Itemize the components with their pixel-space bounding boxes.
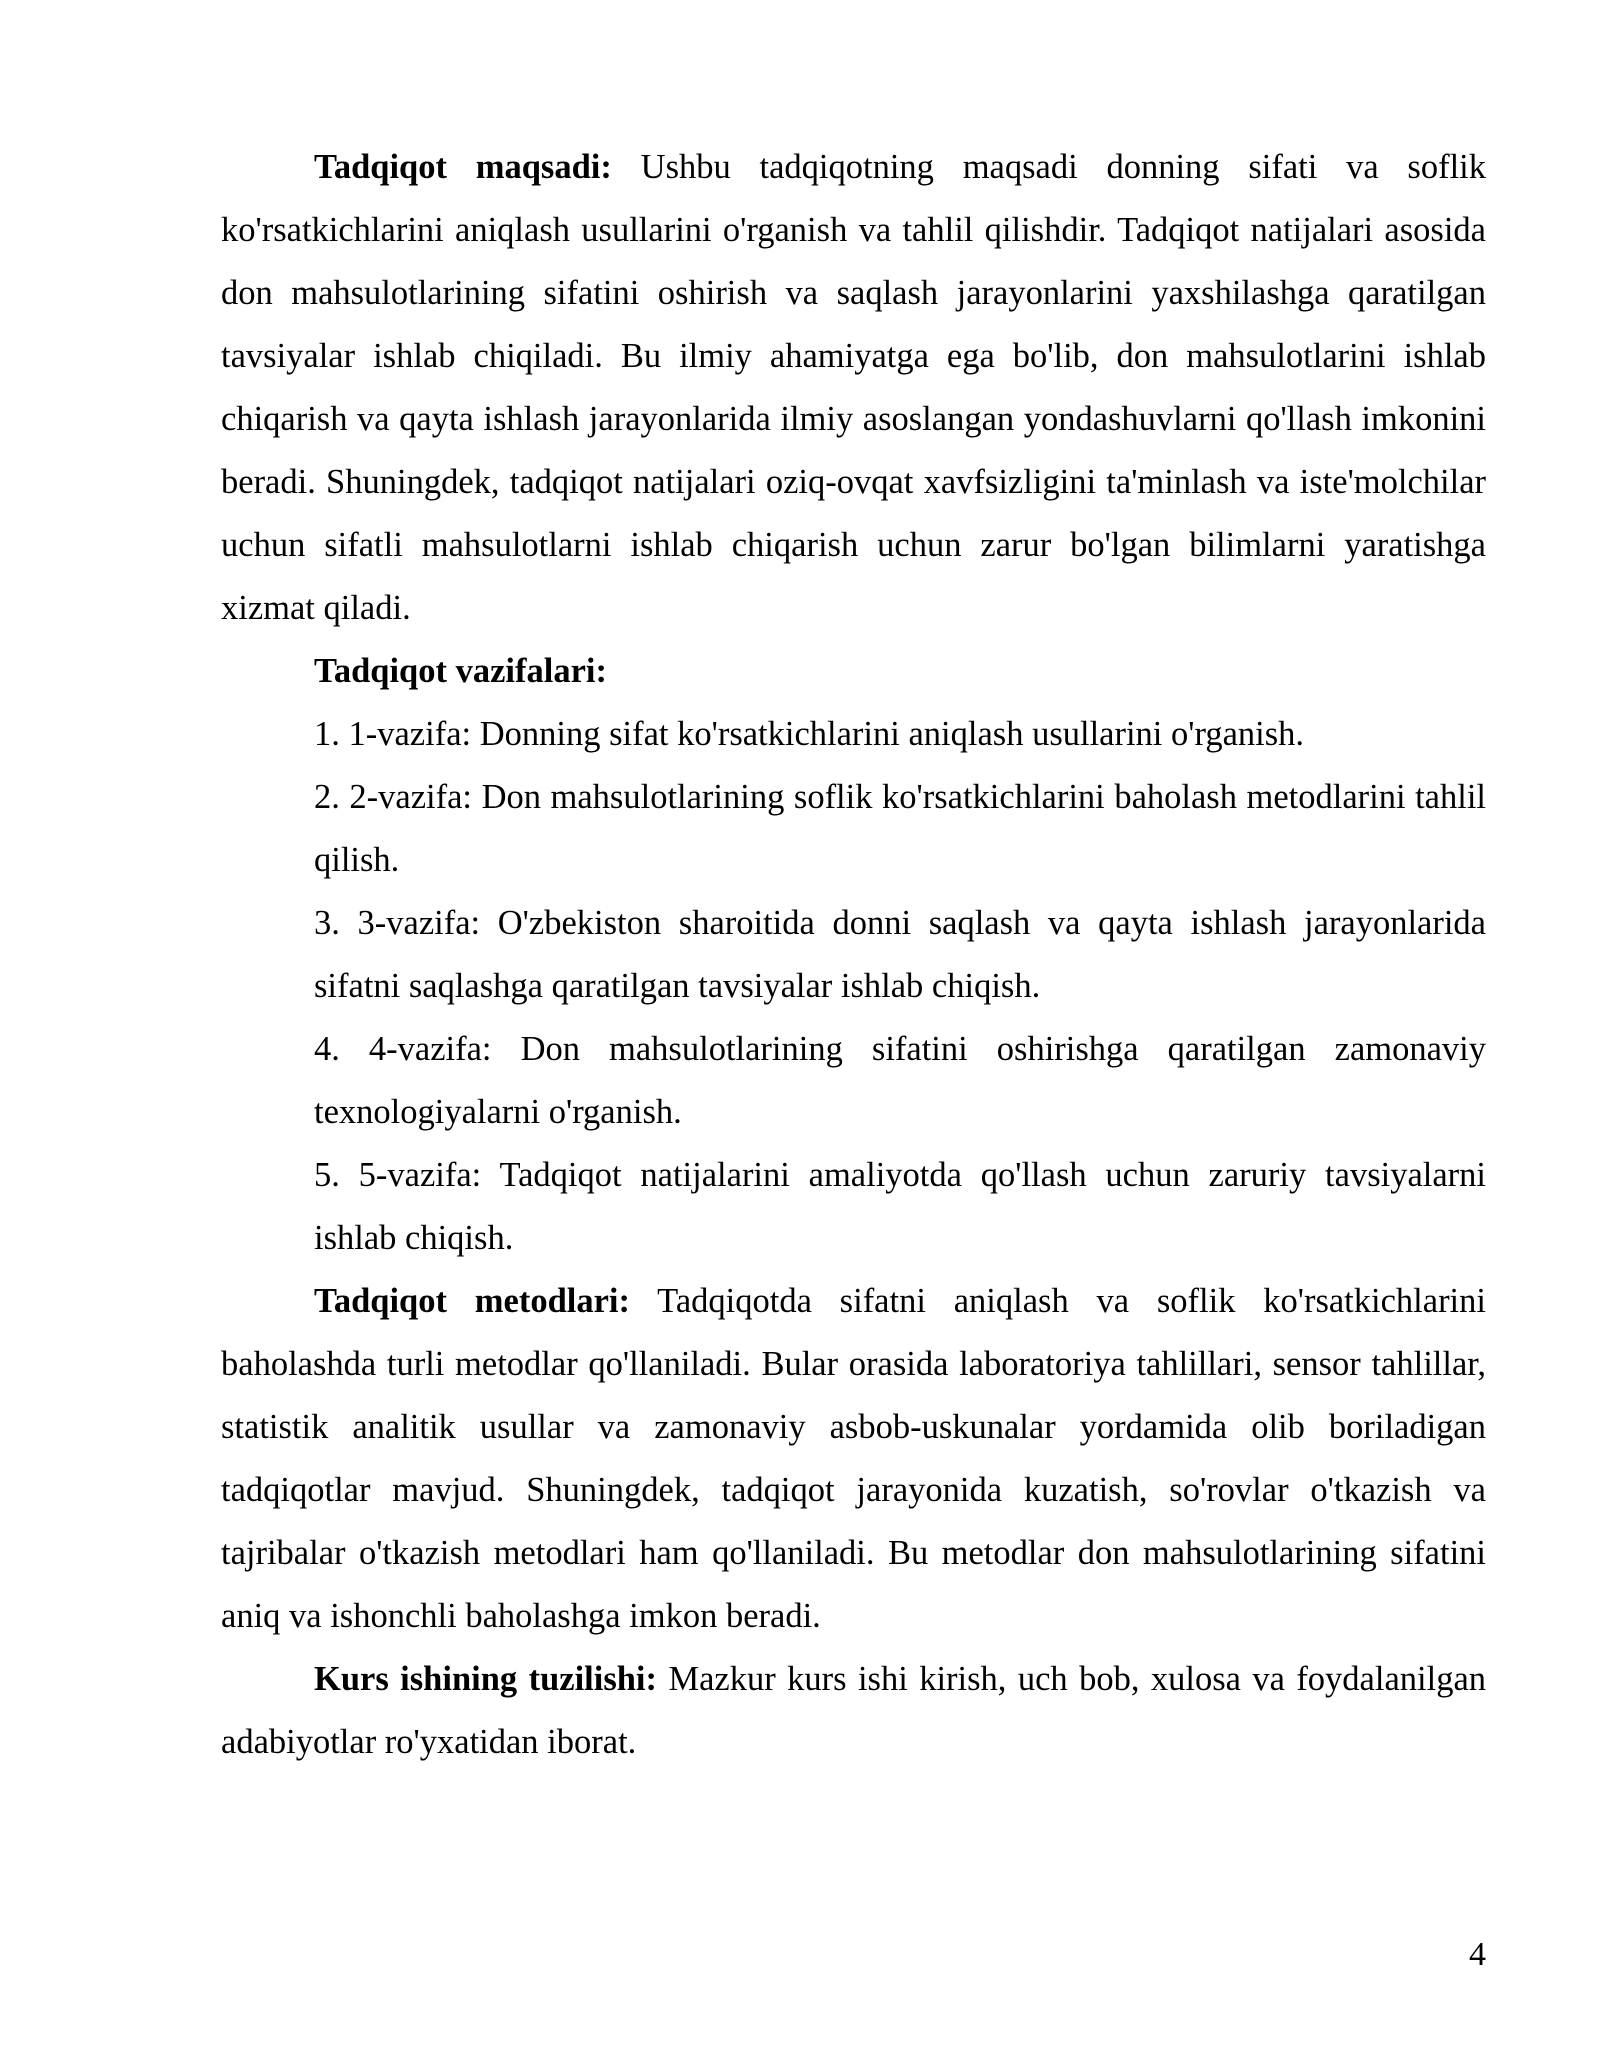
list-item: 5. 5-vazifa: Tadqiqot natijalarini amaliyotda qo'llash uchun zaruriy tavsiyalarni ishlab chiqish. xyxy=(314,1156,1486,1257)
text-research-methods: Tadqiqotda sifatni aniqlash va soflik ko'rsatkichlarini baholashda turli metodlar qo'llaniladi. Bular orasida laboratoriya tahlillari, sensor tahlillar, statistik analitik usullar va zamonaviy asbob-uskunalar yordamida olib boriladigan tadqiqotlar mavjud. Shuningdek, tadqiqot jarayonida kuzatish, so'rovlar o'tkazish va tajribalar o'tkazish metodlari ham qo'llaniladi. Bu metodlar don mahsulotlarining sifatini aniq va ishonchli baholashga imkon beradi. xyxy=(221,1282,1486,1635)
list-item: 4. 4-vazifa: Don mahsulotlarining sifatini oshirishga qaratilgan zamonaviy texnologiyalarni o'rganish. xyxy=(314,1030,1486,1131)
list-item: 1. 1-vazifa: Donning sifat ko'rsatkichlarini aniqlash usullarini o'rganish. xyxy=(314,715,1305,753)
heading-research-methods: Tadqiqot metodlari: xyxy=(314,1282,630,1320)
paragraph-research-tasks xyxy=(221,640,1486,703)
text-course-structure: Mazkur kurs ishi kirish, uch bob, xulosa va foydalanilgan adabiyotlar ro'yxatidan iborat. xyxy=(221,1660,1487,1761)
paragraph-research-goal xyxy=(221,136,1486,640)
paragraph-research-methods xyxy=(221,1270,1486,1648)
heading-research-tasks: Tadqiqot vazifalari: xyxy=(314,652,607,690)
list-item: 3. 3-vazifa: O'zbekiston sharoitida donni saqlash va qayta ishlash jarayonlarida sifatni saqlashga qaratilgan tavsiyalar ishlab chiqish. xyxy=(314,904,1486,1005)
list-item: 2. 2-vazifa: Don mahsulotlarining soflik ko'rsatkichlarini baholash metodlarini tahlil qilish. xyxy=(314,778,1486,879)
heading-research-goal: Tadqiqot maqsadi: xyxy=(314,148,612,186)
page-number: 4 xyxy=(1469,1936,1486,1973)
text-research-goal: Ushbu tadqiqotning maqsadi donning sifati va soflik ko'rsatkichlarini aniqlash usullarini o'rganish va tahlil qilishdir. Tadqiqot natijalari asosida don mahsulotlarining sifatini oshirish va saqlash jarayonlarini yaxshilashga qaratilgan tavsiyalar ishlab chiqiladi. Bu ilmiy ahamiyatga ega bo'lib, don mahsulotlarini ishlab chiqarish va qayta ishlash jarayonlarida ilmiy asoslangan yondashuvlarni qo'llash imkonini beradi. Shuningdek, tadqiqot natijalari oziq-ovqat xavfsizligini ta'minlash va iste'molchilar uchun sifatli mahsulotlarni ishlab chiqarish uchun zarur bo'lgan bilimlarni yaratishga xizmat qiladi. xyxy=(221,148,1487,627)
heading-course-structure: Kurs ishining tuzilishi: xyxy=(314,1660,658,1698)
paragraph-course-structure xyxy=(221,1648,1486,1774)
document-page xyxy=(221,136,1486,1774)
